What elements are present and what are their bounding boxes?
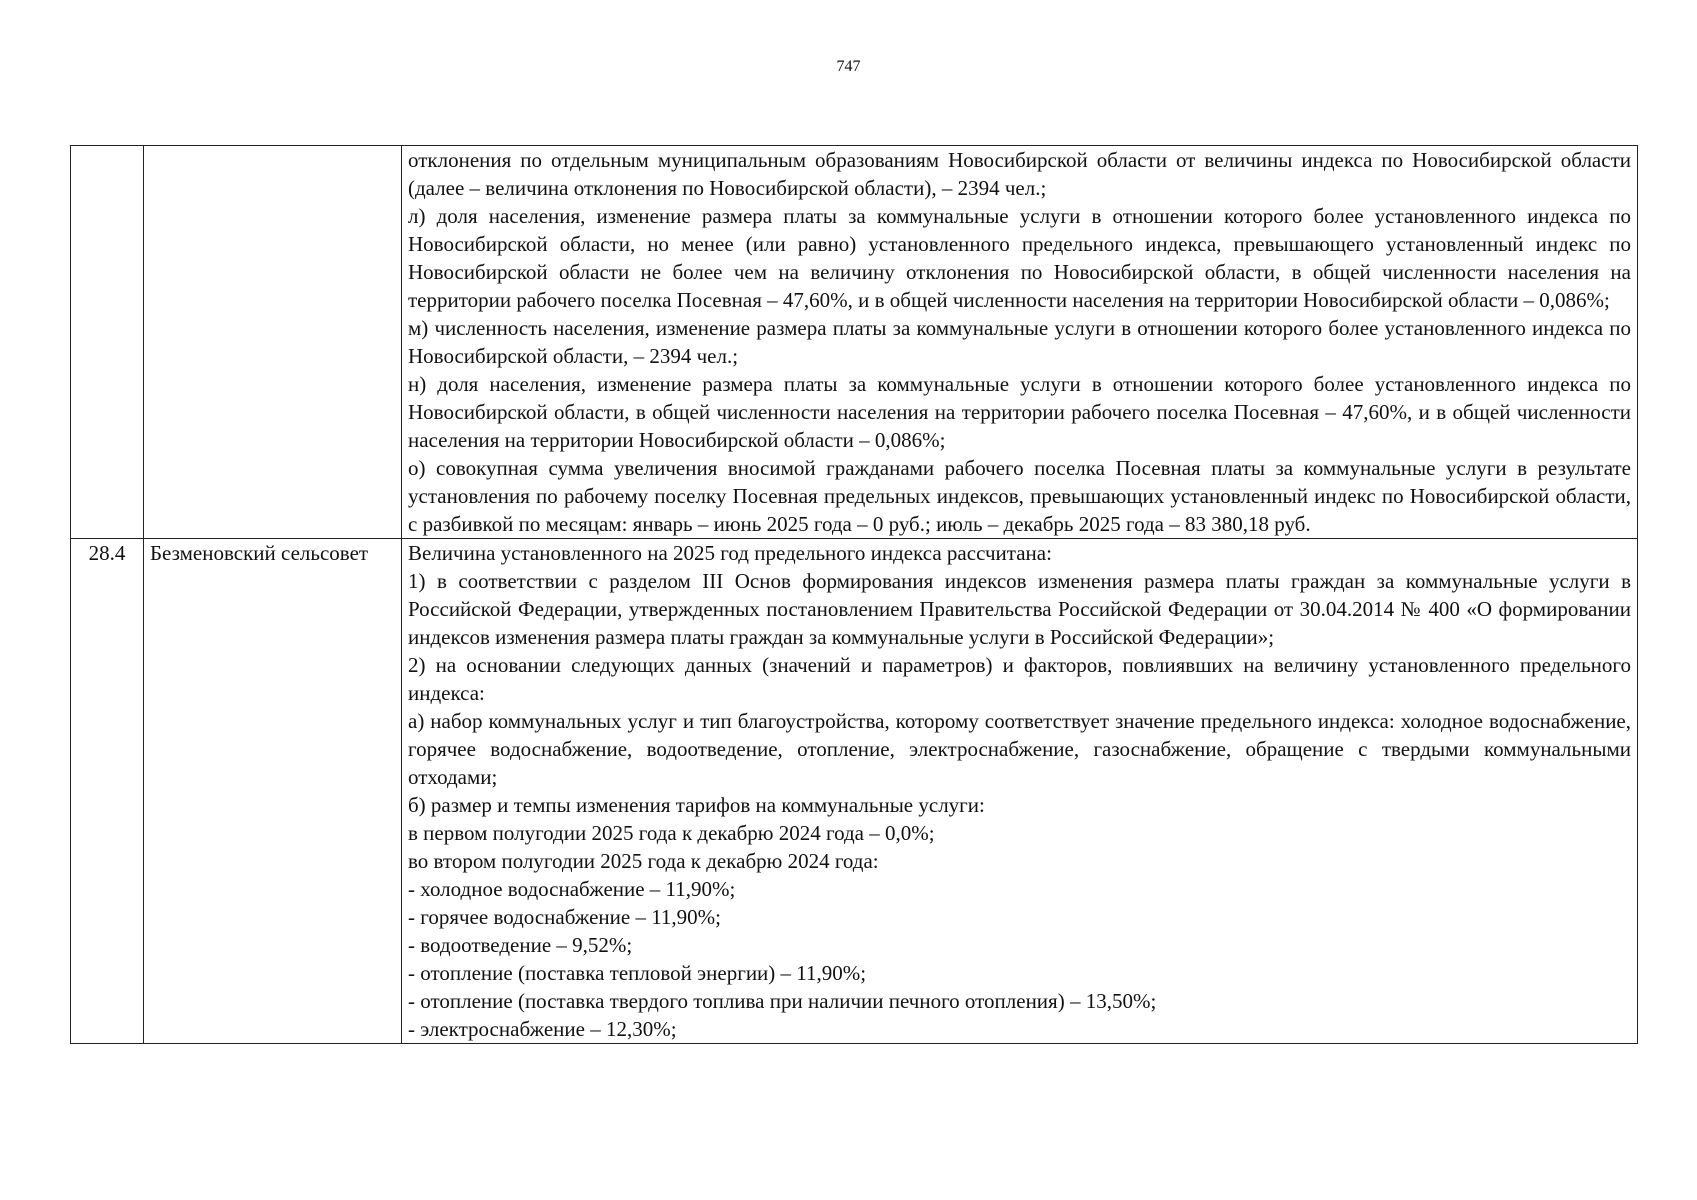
- paragraph: - холодное водоснабжение – 11,90%;: [408, 877, 736, 901]
- row-number-cell: [71, 146, 144, 539]
- municipality-name-cell: [144, 146, 402, 539]
- description-cell: [402, 539, 1638, 1044]
- paragraph: - отопление (поставка твердого топлива при наличии печного отопления) – 13,50%;: [408, 989, 1157, 1013]
- paragraph: 1) в соответствии с разделом III Основ формирования индексов изменения размера платы граждан за коммунальные услуги в Российской Федерации, утвержденных постановлением Правительства Российской Федерации от 30.04.2014 № 400 «О формировании индексов изменения размера платы граждан за коммунальные услуги в Российской Федерации»;: [408, 569, 1631, 649]
- paragraph: м) численность населения, изменение размера платы за коммунальные услуги в отношении которого более установленного индекса по Новосибирской области, – 2394 чел.;: [408, 316, 1631, 368]
- table-row: [71, 539, 1638, 1044]
- table-row: [71, 146, 1638, 539]
- paragraph: отклонения по отдельным муниципальным образованиям Новосибирской области от величины индекса по Новосибирской области (далее – величина отклонения по Новосибирской области), – 2394 чел.;: [408, 148, 1631, 200]
- paragraph: б) размер и темпы изменения тарифов на коммунальные услуги:: [408, 793, 985, 817]
- paragraph: о) совокупная сумма увеличения вносимой гражданами рабочего поселка Посевная платы за коммунальные услуги в результате установления по рабочему поселку Посевная предельных индексов, превышающих установленный индекс по Новосибирской области, с разбивкой по месяцам: январь – июнь 2025 года – 0 руб.; июль – декабрь 2025 года – 83 380,18 руб.: [408, 456, 1631, 536]
- row-number-cell: 28.4: [71, 539, 144, 1044]
- page-number: 747: [836, 58, 861, 75]
- paragraph: - водоотведение – 9,52%;: [408, 933, 633, 957]
- paragraph: в первом полугодии 2025 года к декабрю 2024 года – 0,0%;: [408, 821, 935, 845]
- paragraph: - отопление (поставка тепловой энергии) – 11,90%;: [408, 961, 867, 985]
- paragraph: - горячее водоснабжение – 11,90%;: [408, 905, 722, 929]
- paragraph: л) доля населения, изменение размера платы за коммунальные услуги в отношении которого более установленного индекса по Новосибирской области, но менее (или равно) установленного предельного индекса, превышающего установленный индекс по Новосибирской области не более чем на величину отклонения по Новосибирской области, в общей численности населения на территории рабочего поселка Посевная – 47,60%, и в общей численности населения на территории Новосибирской области – 0,086%;: [408, 204, 1631, 312]
- paragraph: - электроснабжение – 12,30%;: [408, 1017, 677, 1041]
- paragraph: Величина установленного на 2025 год предельного индекса рассчитана:: [408, 541, 1052, 565]
- paragraph: а) набор коммунальных услуг и тип благоустройства, которому соответствует значение предельного индекса: холодное водоснабжение, горячее водоснабжение, водоотведение, отопление, электроснабжение, газоснабжение, обращение с твердыми коммунальными отходами;: [408, 709, 1631, 789]
- description-cell: [402, 146, 1638, 539]
- paragraph: н) доля населения, изменение размера платы за коммунальные услуги в отношении которого более установленного индекса по Новосибирской области, в общей численности населения на территории рабочего поселка Посевная – 47,60%, и в общей численности населения на территории Новосибирской области – 0,086%;: [408, 372, 1631, 452]
- document-table: [70, 145, 1638, 1044]
- paragraph: 2) на основании следующих данных (значений и параметров) и факторов, повлиявших на величину установленного предельного индекса:: [408, 653, 1631, 705]
- paragraph: во втором полугодии 2025 года к декабрю 2024 года:: [408, 849, 879, 873]
- municipality-name-cell: Безменовский сельсовет: [144, 539, 402, 1044]
